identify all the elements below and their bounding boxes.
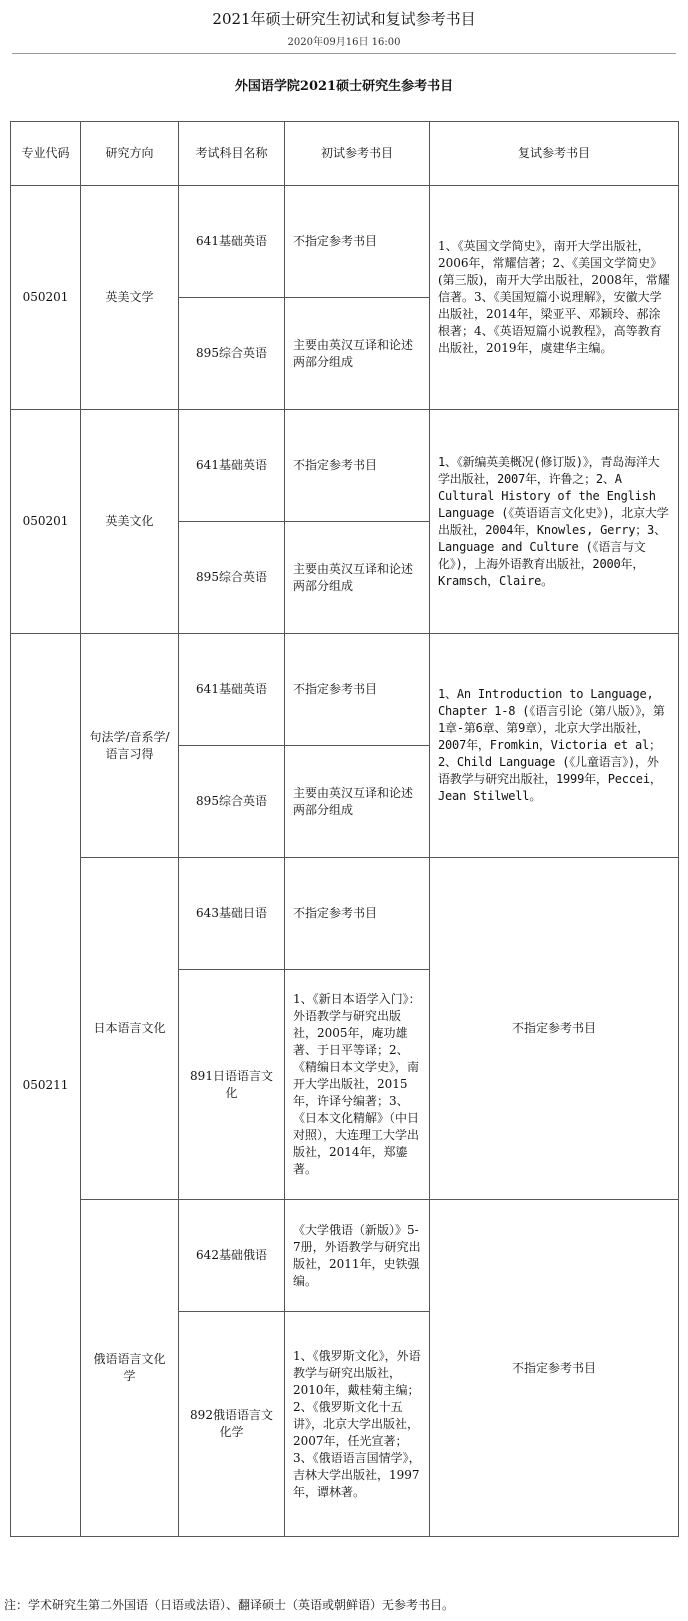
table-row	[11, 186, 679, 298]
header-major-code: 专业代码	[11, 122, 81, 186]
subject-name: 892俄语语言文化学	[179, 1312, 285, 1537]
header-retest-books: 复试参考书目	[430, 122, 679, 186]
initial-books: 主要由英汉互译和论述两部分组成	[285, 298, 430, 410]
retest-books: 1、An Introduction to Language, Chapter 1-8 (《语言引论（第八版）》，第1章-第6章、第9章），北京大学出版社，2007年，Fromkin，Victoria et al；2、Child Language (《儿童语言》)，外语教学与研究出版社，1999年，Peccei，Jean Stilwell。	[430, 634, 679, 858]
table-row	[11, 634, 679, 746]
initial-books: 主要由英汉互译和论述两部分组成	[285, 522, 430, 634]
initial-books: 《大学俄语（新版）》5-7册，外语教学与研究出版社，2011年，史铁强编。	[285, 1200, 430, 1312]
direction-name: 英美文学	[81, 186, 179, 410]
reference-book-table	[10, 121, 679, 1537]
retest-books: 不指定参考书目	[430, 1200, 679, 1537]
subject-name: 895综合英语	[179, 746, 285, 858]
header-initial-books: 初试参考书目	[285, 122, 430, 186]
direction-name: 日本语言文化	[81, 858, 179, 1200]
direction-name: 俄语语言文化学	[81, 1200, 179, 1537]
subject-name: 895综合英语	[179, 298, 285, 410]
major-code: 050201	[11, 186, 81, 410]
table-title: 外国语学院2021硕士研究生参考书目	[234, 79, 454, 94]
table-row	[11, 1200, 679, 1312]
initial-books: 不指定参考书目	[285, 858, 430, 970]
table-row	[11, 858, 679, 970]
header-subject: 考试科目名称	[179, 122, 285, 186]
major-code: 050211	[11, 634, 81, 1537]
major-code: 050201	[11, 410, 81, 634]
table-header-row	[11, 122, 679, 186]
footnote: 注：学术研究生第二外国语（日语或法语）、翻译硕士（英语或朝鲜语）无参考书目。	[4, 1598, 455, 1612]
subject-name: 891日语语言文化	[179, 970, 285, 1200]
subject-name: 641基础英语	[179, 186, 285, 298]
page-title: 2021年硕士研究生初试和复试参考书目	[212, 10, 476, 28]
initial-books: 不指定参考书目	[285, 634, 430, 746]
subject-name: 642基础俄语	[179, 1200, 285, 1312]
initial-books: 主要由英汉互译和论述两部分组成	[285, 746, 430, 858]
retest-books: 1、《新编英美概况(修订版)》，青岛海洋大学出版社，2007年，许鲁之；2、A Cultural History of the English Language (《英语语言文化史》)，北京大学出版社，2004年，Knowles, Gerry；3、Language and Culture (《语言与文化》)，上海外语教育出版社，2000年，Kramsch，Claire。	[430, 410, 679, 634]
initial-books: 不指定参考书目	[285, 186, 430, 298]
direction-name: 英美文化	[81, 410, 179, 634]
divider	[12, 53, 676, 54]
retest-books: 1、《英国文学简史》，南开大学出版社，2006年，常耀信著；2、《美国文学简史》(第三版)，南开大学出版社，2008年，常耀信著。3、《美国短篇小说理解》，安徽大学出版社，2014年，梁亚平、邓颖玲、郝涂根著；4、《英语短篇小说教程》，高等教育出版社，2019年，虞建华主编。	[430, 186, 679, 410]
initial-books: 1、《俄罗斯文化》，外语教学与研究出版社，2010年，戴桂菊主编；2、《俄罗斯文化十五讲》，北京大学出版社，2007年，任光宣著；3、《俄语语言国情学》，吉林大学出版社，1997年，谭林著。	[285, 1312, 430, 1537]
publish-date: 2020年09月16日 16:00	[287, 37, 401, 48]
subject-name: 641基础英语	[179, 634, 285, 746]
subject-name: 643基础日语	[179, 858, 285, 970]
initial-books: 不指定参考书目	[285, 410, 430, 522]
header-direction: 研究方向	[81, 122, 179, 186]
subject-name: 641基础英语	[179, 410, 285, 522]
direction-name: 句法学/音系学/语言习得	[81, 634, 179, 858]
table-row	[11, 410, 679, 522]
retest-books: 不指定参考书目	[430, 858, 679, 1200]
initial-books: 1、《新日本语学入门》：外语教学与研究出版社，2005年，庵功雄著、于日平等译；2、《精编日本文学史》，南开大学出版社，2015年，许译兮编著；3、《日本文化精解》（中日对照），大连理工大学出版社，2014年，郑鎏著。	[285, 970, 430, 1200]
subject-name: 895综合英语	[179, 522, 285, 634]
